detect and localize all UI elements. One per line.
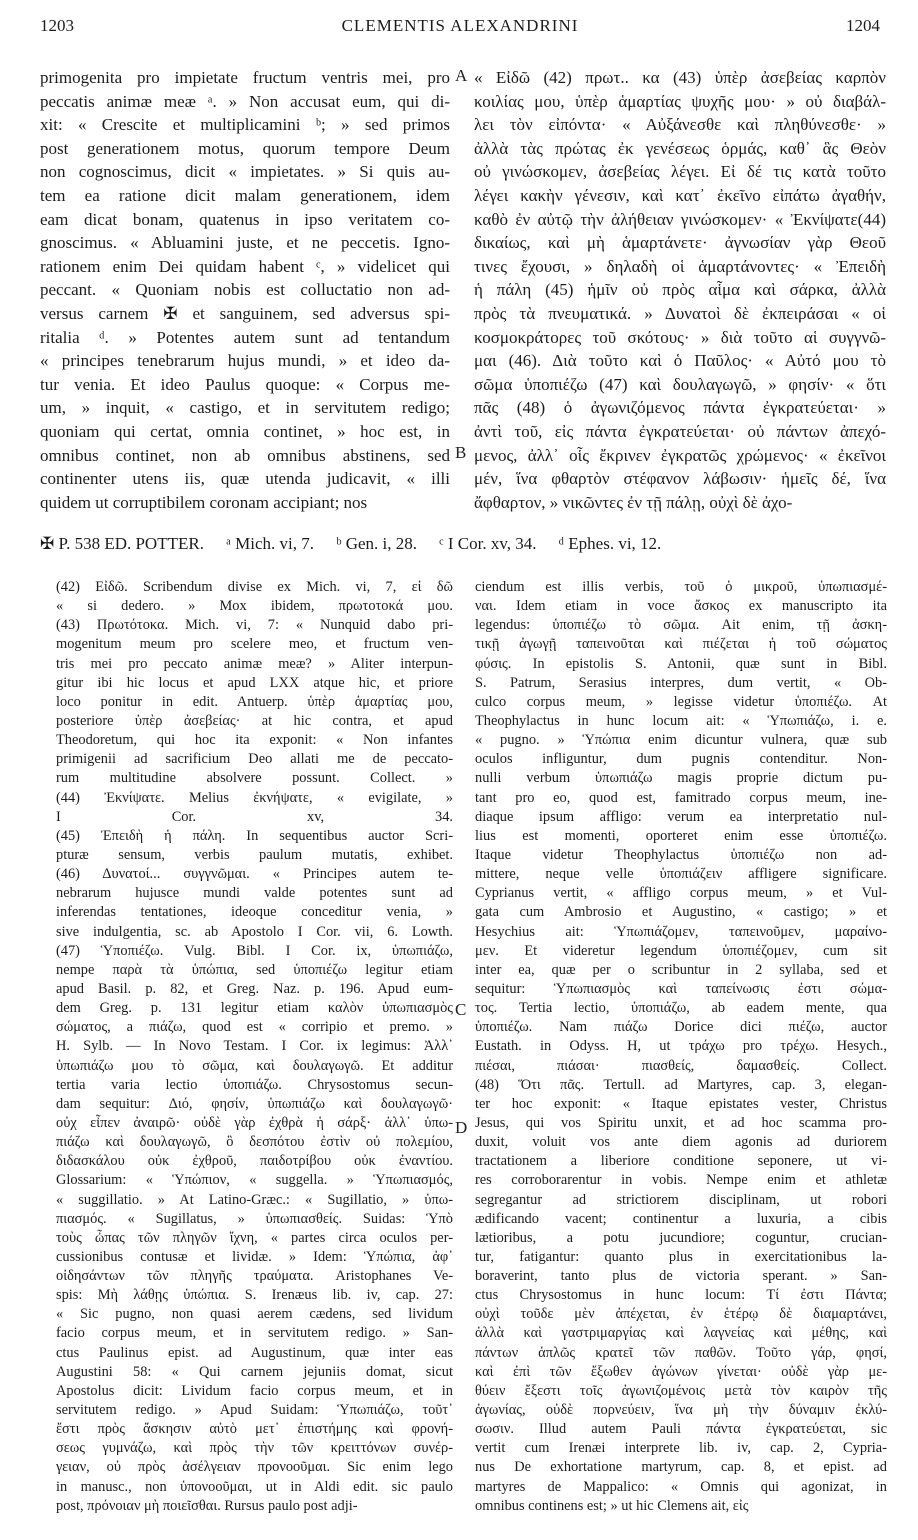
note-line: facio corpus meum, et in servitutem redigo. » San- [56,1325,453,1342]
note-line: θύειν ἔξεστι τοῖς ἀγωνιζομένοις μετὰ τὸν καιρὸν τῆς [475,1382,887,1399]
note-line: « si dedero. » Mox ibidem, πρωτοτοκά μου. [56,598,453,615]
note-line: sequitur: Ὑπωπιασμὸς καὶ ταπείνωσις ἐστι σώμα- [475,980,887,997]
greek-text-line: μέν, ἵνα φθαρτὸν στέφανον λάβωσιν· ἡμεῖς δέ, ἵνα [474,469,886,489]
note-line: duxit, voluit vos ante diem agonis ad duriorem [475,1134,887,1151]
note-line: ter hoc exponit: « Itaque epistates vester, Christus [475,1095,887,1112]
note-line: rum multitudine absolvere possunt. Collect. » [56,770,453,787]
greek-text-line: ἡ πάλη (45) ἡμῖν οὐ πρὸς αἷμα καὶ σάρκα, ἀλλὰ [474,280,886,300]
greek-text-line: κοσμοκράτορες τοῦ σκότους· » διὰ τοῦτο αἱ συγγνῶ- [474,327,886,347]
footnote-ref-c: ᶜ I Cor. xv, 34. [439,534,537,553]
latin-text-line: « principes tenebrarum hujus mundi, » et ideo da- [40,351,450,371]
greek-text-line: ἀλλὰ τὰς πρώτας ἐκ γενέσεως ὁρμάς, καθ᾽ ἃς Θεὸν [474,138,886,158]
latin-text-line: eam dicat bonam, quatenus in ipso veritatem co- [40,209,450,229]
note-line: loco ponitur in edit. Antuerp. ὑπὲρ ἁμαρτίας μου, [56,693,453,710]
note-line: τος. Tertia lectio, ὑποπιάζω, ab eadem mente, qua [475,1000,887,1017]
note-line: H. Sylb. — In Novo Testam. I Cor. ix legimus: Ἀλλ᾽ [56,1038,453,1055]
note-line: ναι. Idem etiam in voce ἄσκος ex manuscripto ita [475,598,887,615]
greek-text-line: οὐ γινώσκομεν, ἀσεβείας λέγει. Εἰ δέ τις κατὰ τοῦτο [474,162,886,182]
note-line: inferendas tentationes, ideoque conceditur venia, » [56,904,453,921]
greek-text-line: λέγει κακὴν γένεσιν, καὶ κατ᾽ ἐκεῖνο εἰπάτω ἀγαθήν, [474,185,886,205]
latin-text-line: rationem enim Dei quidam habent ᶜ, » videlicet qui [40,256,450,276]
note-line: apud Basil. p. 82, et Greg. Naz. p. 196. Apud eum- [56,980,453,997]
note-line: σεως γυμνάζω, καὶ πρὸς τὴν τῶν κρειττόνων συνέρ- [56,1440,453,1457]
margin-letter-c: C [455,1000,467,1019]
note-line: segregantur ad strictiorem disciplinam, ut robori [475,1191,887,1208]
note-line: (44) Ἐκνίψατε. Melius ἐκνήψατε, « evigilate, » [56,789,453,806]
greek-text-line: λει τὸν εἰπόντα· « Αὐξάνεσθε καὶ πληθύνεσθε· » [474,115,886,135]
note-line: tant pro eo, quod est, famitrado corpus meum, ine- [475,789,887,806]
note-line: Hesychius ait: Ὑπωπιάζομεν, ταπεινοῦμεν, μαραίνο- [475,923,887,940]
footnote-ref-b: ᵇ Gen. i, 28. [336,534,418,553]
note-line: Glossarium: « Ὑπώπιον, « suggella. » Ὑπωπιασμός, [56,1172,453,1189]
note-line: πιέσαι, πιάσαι· πιασθείς, δαμασθείς. Collect. [475,1057,887,1074]
note-line: πιάζω καὶ δουλαγωγῶ, ὃ δεσπότου ἐστὶν οὐ πολεμίου, [56,1134,453,1151]
notes-left-column [56,578,453,1538]
footnote-ref-potter: ✠ P. 538 ED. POTTER. [40,534,204,553]
note-line: gata cum Ambrosio et Augustino, « castigo; » et [475,904,887,921]
note-line: lætioribus, a potu jucundiore; coguntur, crucian- [475,1229,887,1246]
note-line: (46) Δυνατοί... συγγνῶμαι. « Principes autem te- [56,866,453,883]
note-line: vertit cum Irenæi interprete lib. iv, cap. 2, Cypria- [475,1440,887,1457]
note-line: nus De exhortatione martyrum, cap. 8, et epist. ad [475,1459,887,1476]
latin-text-line: versus carnem ✠ et sanguinem, sed adversus spi- [40,303,450,323]
greek-text-line: κοιλίας μου, ὑπὲρ ἁμαρτίας ψυχῆς μου· » οὐ διαβάλ- [474,91,886,111]
note-line: σώματος, a πιάζω, quod est « corripio et premo. » [56,1019,453,1036]
running-header [40,10,880,40]
note-line: nebrarum hujusce mundi valde potentes sunt ad [56,885,453,902]
note-line: τοὺς ὦπας τῶν πληγῶν ἴχνη, « partes circa oculos per- [56,1229,453,1246]
note-line: gitur ibi hic locus et apud LXX atque hic, et priore [56,674,453,691]
note-line: pturæ sensum, verbis paulum mutatis, exhibet. [56,846,453,863]
note-line: τικῇ ἀγωγῇ ταπεινοῦται καὶ πιέζεται ἡ τοῦ σώματος [475,636,887,653]
note-line: mogenitum meum pro scelere meo, et fructum ven- [56,636,453,653]
note-line: dem Greg. p. 131 legitur etiam καλὸν ὑπωπιασμὸς [56,1000,453,1017]
footnote-ref-a: ᵃ Mich. vi, 7. [226,534,314,553]
note-line: nulli verbum ὑπωπιάζω magis proprie dictum pu- [475,770,887,787]
note-line: ciendum est illis verbis, τοῦ ὁ μικροῦ, ὑπωπιασμέ- [475,579,887,595]
margin-letter-b: B [455,443,467,462]
note-line: ἀλλὰ καὶ γαστριμαργίας καὶ λαγνείας καὶ μέθης, καὶ [475,1325,887,1342]
note-line: μεν. Et videretur legendum ὑποπιέζομεν, cum sit [475,942,887,959]
note-line: res corroborarentur in vobis. Nempe enim et athletæ [475,1172,887,1189]
note-line: ἀγωνίας, οὐδὲ πορνεύειν, ἵνα μὴ τὴν δύναμιν ἐκλύ- [475,1402,887,1419]
note-line: ἔστι πρὸς ἄσκησιν αὐτὸ μετ᾽ ἐπιστήμης καὶ φρονή- [56,1421,453,1438]
note-line: (43) Πρωτότοκα. Mich. vi, 7: « Nunquid dabo pri- [56,617,453,634]
latin-text-column [40,66,450,526]
notes-right-column [475,578,887,1538]
page-number-right: 1204 [846,16,880,35]
page-number-left: 1203 [40,16,74,35]
greek-text-line: πρὸς τὰ πνευματικά. » Δυνατοὶ δὲ ἐκπειράσαι « οἱ [474,303,886,323]
note-line: Jesus, qui vos Spiritu unxit, et ad hoc scamma pro- [475,1114,887,1131]
note-line: tractationem a liberiore conditione seponere, ut vi- [475,1153,887,1170]
greek-text-line: ἀντὶ τοῦ, εἰς πάντα ἐγκρατεύεται· οὐ πάντων ἀπεχό- [474,421,886,441]
running-title: CLEMENTIS ALEXANDRINI [341,16,579,35]
note-line: mittere, neque velle ὑποπιάζειν affligere significare. [475,866,887,883]
note-line: Itaque videtur Theophylactus ὑποπιέζω non ad- [475,846,887,863]
note-line: culco corpus meum, » legisse videtur ὑποπιέζω. At [475,693,887,710]
footnote-ref-d: ᵈ Ephes. vi, 12. [558,534,662,553]
latin-text-line: peccant. « Quoniam nobis est colluctatio non ad- [40,280,450,300]
latin-text-line: tem ea ratione dicit malam generationem, idem [40,185,450,205]
note-line: ὑποπιέζω. Nam πιάζω Dorice dici πιέζω, auctor [475,1019,887,1036]
note-line: I Cor. xv, 34. [56,808,453,825]
note-line: « pugno. » Ὑπώπια enim dicuntur vulnera, quæ sub [475,732,887,749]
note-line: diaque ipsum affligo: verum ea interpretatio nul- [475,808,887,825]
note-line: servitutem redigo. » Apud Suidam: Ὑπωπιάζω, τοῦτ᾽ [56,1402,453,1419]
note-line: ctus Chrysostomus in hunc locum: Τί ἐστι Πάντα; [475,1287,887,1304]
greek-text-line: μενος, ἀλλ᾽ οἷς ἔκρινεν ἐγκρατῶς χρώμενος· « ἐκεῖνοι [474,445,886,465]
greek-text-column [474,66,886,526]
note-line: (45) Ἐπειδὴ ἡ πάλη. In sequentibus auctor Scri- [56,827,453,844]
note-line: ædificando vacent; continentur a luxuria, a cibis [475,1210,887,1227]
note-line: οὐχ εἶπεν ἀναιρῶ· οὐδὲ γὰρ ἐχθρὰ ἡ σάρξ· ἀλλ᾽ ὑπω- [56,1114,453,1131]
note-line: γειαν, οὐ πρὸς ἀσέλγειαν προνοοῦμαι. Sic enim lego [56,1459,453,1476]
note-line: omnibus continens est; » ut hic Clemens ait, εἰς [475,1497,749,1514]
note-line: oculos infliguntur, dum pugnis contenditur. Non- [475,751,887,768]
latin-text-line: xit: « Crescite et multiplicamini ᵇ; » sed primos [40,115,450,135]
latin-text-line: continenter utens iis, quæ utenda judicavit, « illi [40,469,450,489]
note-line: διδασκάλου οὐκ ἐχθροῦ, παιδοτρίβου οὐκ ἐναντίου. [56,1153,453,1170]
note-line: inter ea, quæ per o scribuntur in 2 syllaba, sed et [475,961,887,978]
latin-text-line: um, » inquit, « castigo, et in servitutem redigo; [40,398,450,418]
latin-text-line: quoniam qui certat, omnia continet, » hoc est, in [40,421,450,441]
latin-text-line: quidem ut corruptibilem coronam accipiant; nos [40,492,368,512]
latin-text-line: peccatis animæ meæ ᵃ. » Non accusat eum, qui di- [40,91,450,111]
latin-text-line: post generationem motus, quorum tempore Deum [40,138,450,158]
note-line: Augustini 58: « Qui carnem jejuniis domat, sicut [56,1363,453,1380]
note-line: S. Patrum, Serasius interpres, dum vertit, « Ob- [475,674,887,691]
latin-text-line: tur venia. Et ideo Paulus quoque: « Corpus me- [40,374,450,394]
greek-text-line: πᾶς (48) ὁ ἀγωνιζόμενος πάντα ἐγκρατεύεται· » [474,398,886,418]
note-line: πιασμός. « Sugillatus, » ὑπωπιασθείς. Suidas: Ὑπὸ [56,1210,453,1227]
note-line: οἰδησάντων τῶν πληγῆς τραύματα. Aristophanes Ve- [56,1268,453,1285]
note-line: (42) Εἰδῶ. Scribendum divise ex Mich. vi, 7, εἰ δῶ [56,579,453,595]
note-line: Apostolus dicit: Lividum facio corpus meum, et in [56,1382,453,1399]
footnote-references [40,534,890,560]
note-line: Eustath. in Odyss. H, ut τράχω pro τρέχω. Hesych., [475,1038,887,1055]
note-line: σωσιν. Illud autem Pauli πάντα ἐγκρατεύεται, sic [475,1421,887,1438]
greek-text-line: μαι (46). Διὰ τοῦτο καὶ ὁ Παῦλος· « Αὐτό μου τὸ [474,351,886,371]
greek-text-line: δικαίως, καὶ μὴ ἁμαρτάνετε· ἀγνωσίαν γὰρ Θεοῦ [474,233,886,253]
note-line: καὶ ἐπὶ τῶν ἔξωθεν ἀγώνων γίνεται· οὐδὲ γὰρ με- [475,1363,887,1380]
latin-text-line: primogenita pro impietate fructum ventris mei, pro [40,68,450,87]
note-line: cussionibus contusæ et lividæ. » Idem: Ὑπώπια, ἀφ᾽ [56,1248,453,1265]
note-line: post, πρόνοιαν μὴ ποιεῖσθαι. Rursus paulo post adji- [56,1497,358,1514]
greek-text-line: « Εἰδῶ (42) πρωτ.. κα (43) ὑπὲρ ἀσεβείας καρπὸν [474,68,886,87]
latin-text-line: ritalia ᵈ. » Potentes autem sunt ad tentandum [40,327,450,347]
latin-text-line: gnoscimus. « Abluamini juste, et ne peccetis. Igno- [40,233,450,253]
note-line: spis: Μὴ λάθῃς ὑπώπια. S. Irenæus lib. iv, cap. 27: [56,1287,453,1304]
note-line: boraverint, tanto plus de victoria sperant. » San- [475,1268,887,1285]
latin-text-line: omnibus continet, non ab omnibus abstinens, sed [40,445,450,465]
note-line: legendus: ὑποπιέζω τὸ σῶμα. Ait enim, τῇ ἀσκη- [475,617,887,634]
greek-text-line: σῶμα ὑποπιέζω (47) καὶ δουλαγωγῶ, » φησίν· « ὅτι [474,374,886,394]
note-line: Theophylactus in hunc locum ait: « Ὑπωπιάζω, i. e. [475,712,887,729]
note-line: martyres de Mappalico: « Omnis qui agonizat, in [475,1478,887,1495]
latin-text-line: non cognoscimus, dicit « impietates. » Si quis au- [40,162,450,182]
note-line: dam sequitur: Διό, φησίν, ὑπωπιάζω καὶ δουλαγωγῶ· [56,1095,453,1112]
note-line: sive indulgentia, sc. ab Apostolo I Cor. vii, 6. Lowth. [56,923,453,940]
note-line: nempe παρὰ τὰ ὑπώπια, sed ὑποπιέζω legitur etiam [56,961,453,978]
margin-letter-a: A [455,66,468,85]
greek-text-line: ἄφθαρτον, » νικῶντες ἐν τῇ πάλῃ, οὐχὶ δὲ ἀχο- [474,492,793,512]
note-line: (48) Ὅτι πᾶς. Tertull. ad Martyres, cap. 3, elegan- [475,1076,887,1093]
note-line: posteriore ὑπὲρ ἀσεβείας· at hic contra, et apud [56,712,453,729]
note-line: lius est momenti, oporteret enim esse ὑποπιέζω. [475,827,887,844]
note-line: « Sic pugno, non quasi aerem cædens, sed lividum [56,1306,453,1323]
note-line: ctus Paulinus epist. ad Augustinum, quæ inter eas [56,1344,453,1361]
note-line: primigenii ad sacrificium Deo allati me de peccato- [56,751,453,768]
note-line: φύσις. In epistolis S. Antonii, quæ sunt in Bibl. [475,655,887,672]
note-line: in manusc., non ὑπονοοῦμαι, ut in Aldi edit. sic paulo [56,1478,453,1495]
greek-text-line: καθὸ ἐν αὐτῷ τὴν ἀλήθειαν γινώσκομεν· « Ἐκνίψατε(44) [474,209,886,229]
greek-text-line: τινες ἔχουσι, » δηλαδὴ οἱ ἁμαρτάνοντες· « Ἐπειδὴ [474,256,886,276]
note-line: πάντων ἁπλῶς κρατεῖ τῶν παθῶν. Τοῦτο γάρ, φησί, [475,1344,887,1361]
note-line: tertia varia lectio ὑποπιάζω. Chrysostomus secun- [56,1076,453,1093]
note-line: « suggillatio. » At Latino-Græc.: « Sugillatio, » ὑπω- [56,1191,453,1208]
note-line: Cyprianus vertit, « affligo corpus meum, » et Vul- [475,885,887,902]
margin-letter-d: D [455,1118,468,1137]
note-line: (47) Ὑποπιέζω. Vulg. Bibl. I Cor. ix, ὑπωπιάζω, [56,942,453,959]
note-line: tur, fatigantur: quanto plus in exercitationibus la- [475,1248,887,1265]
note-line: οὐχὶ τοῦδε μὲν ἀπέχεται, ἐν ἑτέρῳ δὲ διαμαρτάνει, [475,1306,887,1323]
note-line: Theodoretum, qui hoc ita exponit: « Non infantes [56,732,453,749]
note-line: tris mei pro peccato animæ meæ? » Aliter interpun- [56,655,453,672]
note-line: ὑπωπιάζω μου τὸ σῶμα, καὶ δουλαγωγῶ. Et additur [56,1057,453,1074]
